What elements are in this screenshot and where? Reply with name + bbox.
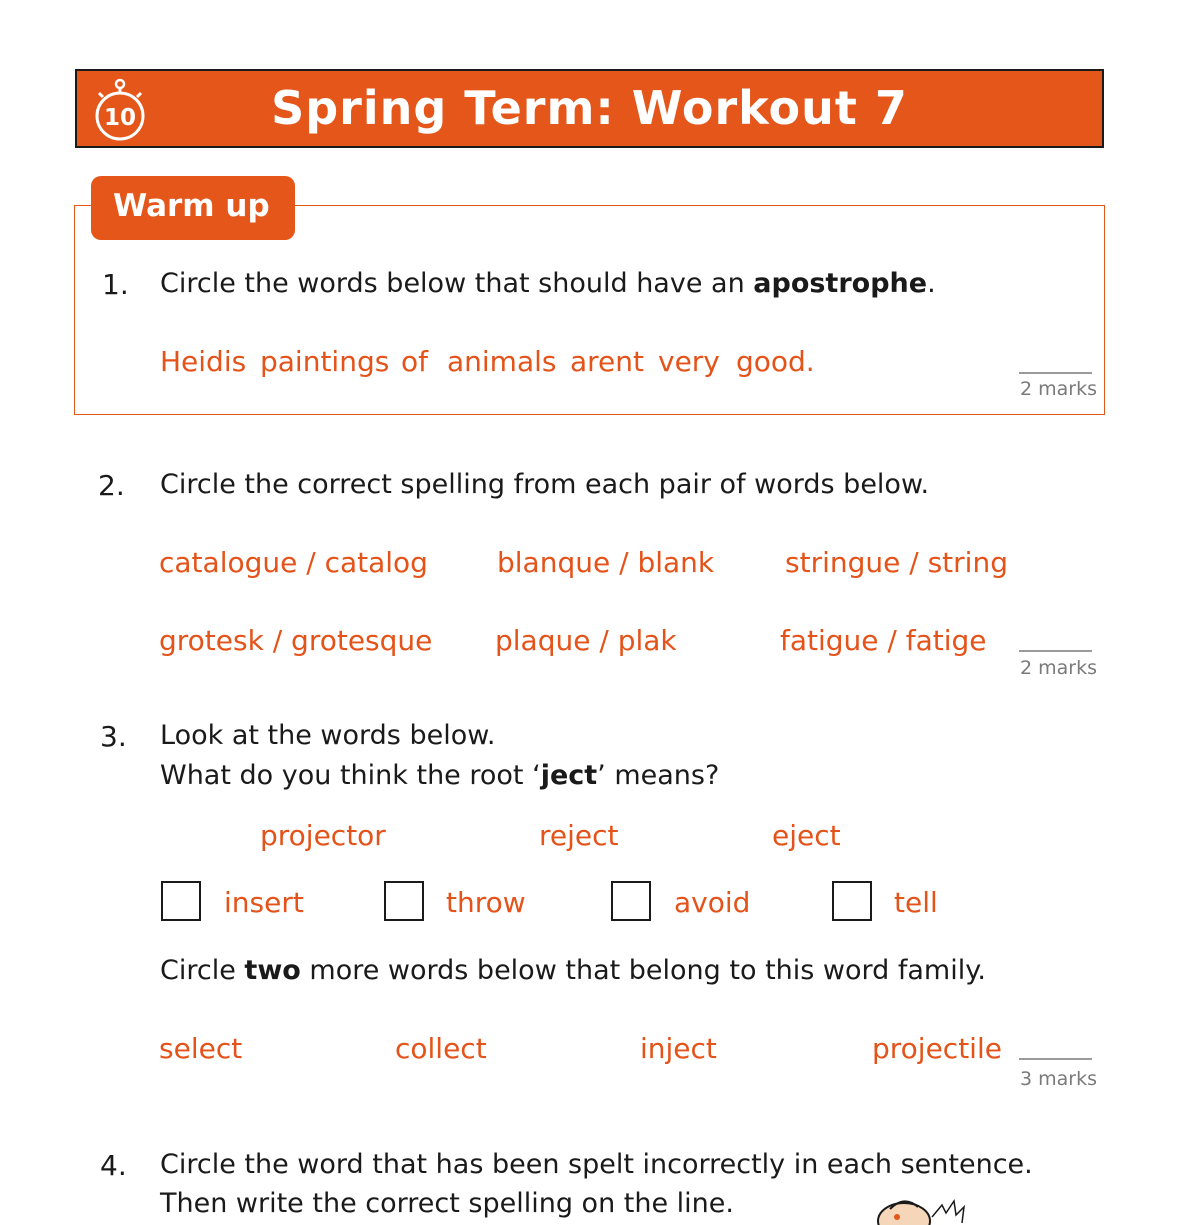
option-label: tell: [894, 886, 938, 919]
q1-word[interactable]: very: [658, 345, 720, 378]
q2-pair[interactable]: grotesk / grotesque: [159, 624, 433, 657]
question-2-prompt: Circle the correct spelling from each pair of words below.: [160, 469, 930, 500]
question-4-line2: Then write the correct spelling on the line.: [160, 1188, 734, 1219]
q3-bold: ject: [540, 760, 598, 791]
q3-family-word[interactable]: select: [159, 1032, 243, 1065]
q3-family-word[interactable]: inject: [640, 1032, 717, 1065]
q3-text-end: ’ means?: [597, 760, 720, 791]
q3-example: projector: [260, 819, 386, 852]
q1-word[interactable]: animals: [447, 345, 557, 378]
question-3-line2: [160, 760, 719, 791]
q1-marks: 2 marks: [1020, 378, 1097, 400]
question-3-line1: Look at the words below.: [160, 720, 496, 751]
q1-word[interactable]: of: [401, 345, 428, 378]
timer-label: 10: [103, 105, 137, 131]
option-label: avoid: [674, 886, 751, 919]
q1-word[interactable]: Heidis: [160, 345, 247, 378]
marks-line: [1019, 372, 1092, 374]
q1-bold: apostrophe: [753, 268, 928, 299]
checkbox-avoid[interactable]: [611, 881, 651, 921]
q3-circle-bold: two: [244, 955, 301, 986]
q2-marks: 2 marks: [1020, 657, 1097, 679]
character-illustration: [872, 1195, 972, 1225]
q1-word[interactable]: good.: [736, 345, 815, 378]
question-2-number: 2.: [98, 469, 125, 502]
checkbox-insert[interactable]: [161, 881, 201, 921]
checkbox-tell[interactable]: [832, 881, 872, 921]
page-title: Spring Term: Workout 7: [271, 81, 908, 135]
q1-word[interactable]: arent: [570, 345, 645, 378]
q3-example: reject: [539, 819, 619, 852]
warm-up-tab: Warm up: [91, 176, 295, 240]
q3-marks: 3 marks: [1020, 1068, 1097, 1090]
q2-pair[interactable]: blanque / blank: [497, 546, 715, 579]
option-label: insert: [224, 886, 304, 919]
q2-pair[interactable]: catalogue / catalog: [159, 546, 428, 579]
q1-word[interactable]: paintings: [260, 345, 390, 378]
q3-family-word[interactable]: collect: [395, 1032, 487, 1065]
question-3-number: 3.: [100, 720, 127, 753]
q3-family-word[interactable]: projectile: [872, 1032, 1002, 1065]
marks-line: [1019, 1058, 1092, 1060]
question-1-prompt: [160, 268, 936, 299]
question-3-circle-prompt: [160, 955, 986, 986]
question-4-number: 4.: [100, 1149, 127, 1182]
q2-pair[interactable]: plaque / plak: [495, 624, 677, 657]
q2-pair[interactable]: stringue / string: [785, 546, 1008, 579]
q3-text: What do you think the root ‘: [160, 760, 541, 791]
question-4-line1: Circle the word that has been spelt incorrectly in each sentence.: [160, 1149, 1033, 1180]
option-label: throw: [446, 886, 526, 919]
q1-text-end: .: [927, 268, 936, 299]
q1-text: Circle the words below that should have an: [160, 268, 754, 299]
marks-line: [1019, 650, 1092, 652]
question-1-number: 1.: [102, 268, 129, 301]
q3-circle-text-end: more words below that belong to this word family.: [300, 955, 986, 986]
title-banner: [75, 69, 1104, 148]
q3-example: eject: [772, 819, 841, 852]
q2-pair[interactable]: fatigue / fatige: [780, 624, 987, 657]
checkbox-throw[interactable]: [384, 881, 424, 921]
q3-circle-text: Circle: [160, 955, 245, 986]
